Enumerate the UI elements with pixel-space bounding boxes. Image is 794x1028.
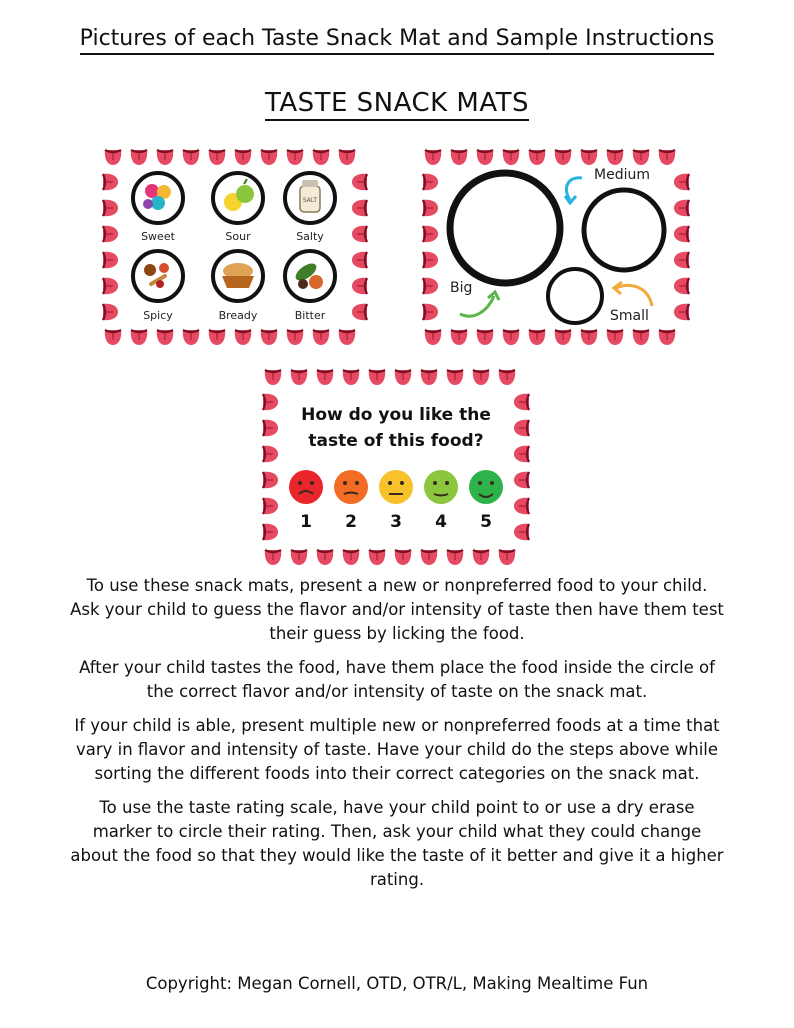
tongue-icon: [607, 150, 623, 165]
tongue-icon: [674, 304, 689, 320]
tongue-icon: [514, 420, 529, 436]
tongue-icon: [421, 370, 437, 385]
instruction-paragraph: To use the taste rating scale, have your child point to or use a dry erase marker to circle their rating. Then, ask your child what they could change about the food so that they would like the taste of it better and give it a higher rating.: [70, 798, 724, 889]
tongue-icon: [105, 150, 121, 165]
tongue-icon: [235, 330, 251, 345]
tongue-icon: [633, 150, 649, 165]
tongue-icon: [555, 150, 571, 165]
tongue-icon: [674, 252, 689, 268]
flavor-snack-mat: [100, 146, 370, 346]
tongue-icon: [209, 330, 225, 345]
tongue-icon: [265, 370, 281, 385]
tongue-icon: [263, 420, 278, 436]
tongue-icon: [514, 498, 529, 514]
rating-faces: [289, 470, 503, 532]
rating-number: 5: [480, 512, 492, 532]
rating-number: 1: [300, 512, 312, 532]
tongue-icon: [425, 330, 441, 345]
tongue-icon: [261, 330, 277, 345]
tongue-icon: [395, 550, 411, 565]
tongue-icon: [352, 252, 367, 268]
tongue-icon: [477, 330, 493, 345]
tongue-icon: [425, 150, 441, 165]
tongue-icon: [555, 330, 571, 345]
tongue-icon: [473, 370, 489, 385]
face-icon: [289, 470, 323, 504]
rating-number: 3: [390, 512, 402, 532]
rating-face-2[interactable]: [334, 470, 368, 532]
tongue-icon: [447, 550, 463, 565]
tongue-icon: [317, 370, 333, 385]
tongue-icon: [581, 150, 597, 165]
tongue-icon: [103, 252, 118, 268]
tongue-icon: [183, 330, 199, 345]
face-icon: [379, 470, 413, 504]
rating-number: 4: [435, 512, 447, 532]
tongue-icon: [352, 304, 367, 320]
tongue-icon: [265, 550, 281, 565]
tongue-icon: [313, 330, 329, 345]
tongue-icon: [529, 150, 545, 165]
salt-shaker-icon: [300, 180, 320, 212]
tongue-icon: [423, 226, 438, 242]
tongue-icon: [103, 174, 118, 190]
tongue-icon: [674, 226, 689, 242]
medium-label: Medium: [594, 167, 650, 183]
tongue-icon: [503, 330, 519, 345]
tongue-icon: [339, 150, 355, 165]
tongue-icon: [263, 472, 278, 488]
tongue-icon: [499, 550, 515, 565]
intensity-mat-drawing: [420, 146, 692, 346]
flavor-label-bitter: Bitter: [294, 309, 326, 322]
face-icon: [334, 470, 368, 504]
salt-jar-label: SALT: [302, 197, 318, 204]
tongue-icon: [103, 226, 118, 242]
face-icon: [469, 470, 503, 504]
tongue-icon: [291, 370, 307, 385]
rating-number: 2: [345, 512, 357, 532]
tongue-icon: [674, 174, 689, 190]
tongue-icon: [263, 394, 278, 410]
tongue-icon: [131, 330, 147, 345]
tongue-icon: [607, 330, 623, 345]
tongue-icon: [235, 150, 251, 165]
big-label: Big: [450, 280, 473, 296]
tongue-icon: [263, 498, 278, 514]
tongue-icon: [352, 226, 367, 242]
tongue-icon: [209, 150, 225, 165]
tongue-icon: [529, 330, 545, 345]
page-title: Pictures of each Taste Snack Mat and Sample Instructions: [0, 26, 794, 51]
flavor-label-sour: Sour: [225, 230, 251, 243]
tongue-icon: [423, 200, 438, 216]
tongue-icon: [287, 330, 303, 345]
flavor-label-salty: Salty: [296, 230, 324, 243]
rating-face-4[interactable]: [424, 470, 458, 532]
tongue-icon: [447, 370, 463, 385]
rating-face-1[interactable]: [289, 470, 323, 532]
tongue-icon: [473, 550, 489, 565]
flavor-label-bready: Bready: [218, 309, 258, 322]
flavor-label-sweet: Sweet: [141, 230, 175, 243]
tongue-icon: [369, 550, 385, 565]
tongue-icon: [423, 278, 438, 294]
face-icon: [424, 470, 458, 504]
tongue-icon: [352, 200, 367, 216]
big-circle: [450, 173, 560, 283]
tongue-icon: [157, 330, 173, 345]
instruction-paragraph: To use these snack mats, present a new or nonpreferred food to your child. Ask your child to guess the flavor and/or intensity of taste then have them test their guess by licking the food.: [70, 576, 724, 643]
tongue-icon: [339, 330, 355, 345]
tongue-icon: [423, 304, 438, 320]
flavor-mat-drawing: [100, 146, 370, 346]
tongue-icon: [313, 150, 329, 165]
bread-basket-icon: [222, 263, 254, 288]
rating-face-5[interactable]: [469, 470, 503, 532]
intensity-snack-mat: [420, 146, 692, 346]
tongue-icon: [343, 550, 359, 565]
tongue-icon: [291, 550, 307, 565]
rating-mat-drawing: [260, 366, 532, 566]
tongue-icon: [103, 200, 118, 216]
tongue-icon: [421, 550, 437, 565]
tongue-icon: [317, 550, 333, 565]
tongue-icon: [659, 150, 675, 165]
tongue-icon: [263, 524, 278, 540]
tongue-icon: [423, 174, 438, 190]
instruction-paragraph: After your child tastes the food, have them place the food inside the circle of the correct flavor and/or intensity of taste on the snack mat.: [79, 658, 715, 701]
tongue-icon: [369, 370, 385, 385]
tongue-icon: [105, 330, 121, 345]
tongue-icon: [261, 150, 277, 165]
small-arrow-icon: [616, 285, 652, 306]
tongue-icon: [352, 278, 367, 294]
rating-face-3[interactable]: [379, 470, 413, 532]
tongue-icon: [103, 304, 118, 320]
tongue-icon: [674, 278, 689, 294]
tongue-icon: [514, 472, 529, 488]
tongue-icon: [395, 370, 411, 385]
tongue-icon: [183, 150, 199, 165]
tongue-border: [263, 370, 529, 565]
tongue-icon: [514, 524, 529, 540]
tongue-icon: [451, 150, 467, 165]
tongue-icon: [581, 330, 597, 345]
tongue-icon: [343, 370, 359, 385]
tongue-icon: [131, 150, 147, 165]
medium-circle: [584, 190, 664, 270]
tongue-icon: [674, 200, 689, 216]
tongue-icon: [633, 330, 649, 345]
tongue-icon: [423, 252, 438, 268]
tongue-icon: [514, 446, 529, 462]
tongue-icon: [157, 150, 173, 165]
tongue-icon: [503, 150, 519, 165]
tongue-icon: [499, 370, 515, 385]
copyright-notice: Copyright: Megan Cornell, OTD, OTR/L, Making Mealtime Fun: [145, 974, 649, 993]
instructions: [70, 574, 724, 902]
rating-question-line1: How do you like the: [301, 405, 491, 425]
tongue-icon: [477, 150, 493, 165]
tongue-icon: [263, 446, 278, 462]
rating-snack-mat: [260, 366, 532, 566]
small-label: Small: [610, 308, 649, 324]
tongue-icon: [352, 174, 367, 190]
section-heading: TASTE SNACK MATS: [0, 88, 794, 118]
small-circle: [548, 269, 602, 323]
tongue-icon: [287, 150, 303, 165]
tongue-icon: [514, 394, 529, 410]
tongue-icon: [103, 278, 118, 294]
instruction-paragraph: If your child is able, present multiple new or nonpreferred foods at a time that vary in flavor and intensity of taste. Have your child do the steps above while sorting the different foods into their correct categories on the snack mat.: [74, 716, 720, 783]
rating-question-line2: taste of this food?: [308, 431, 484, 451]
tongue-icon: [659, 330, 675, 345]
flavor-label-spicy: Spicy: [143, 309, 173, 322]
tongue-icon: [451, 330, 467, 345]
